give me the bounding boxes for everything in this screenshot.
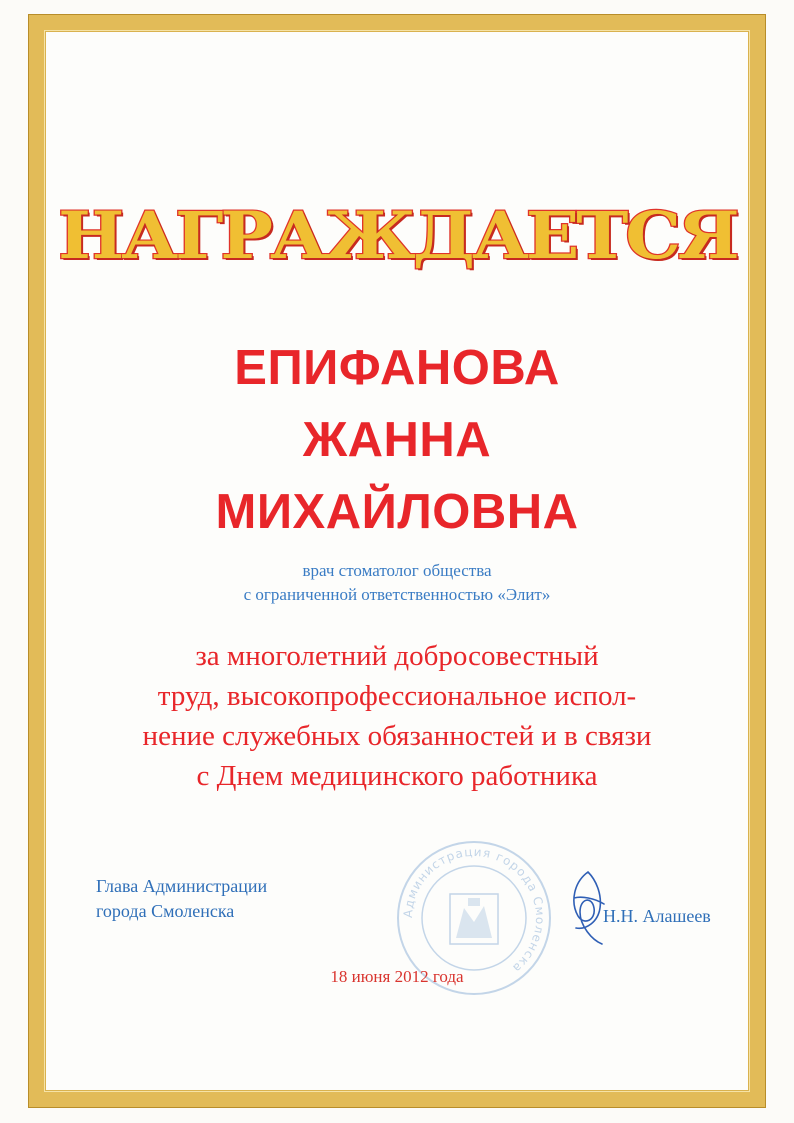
recipient-first-name: ЖАННА (302, 413, 492, 467)
signatory-title-line-1: Глава Администрации (96, 876, 268, 896)
signatory-title-line-2: города Смоленска (96, 901, 235, 921)
award-date: 18 июня 2012 года (330, 967, 464, 986)
signatory-name: Н.Н. Алашеев (603, 906, 711, 926)
certificate-title: НАГРАЖДАЕТСЯ (57, 198, 737, 274)
recipient-position (0, 559, 794, 607)
title-container (0, 196, 794, 276)
position-line-1: врач стоматолог общества (302, 561, 492, 580)
reason-line-3: нение служебных обязанностей и в связи (142, 720, 652, 752)
reason-line-1: за многолетний добросовестный (195, 640, 599, 672)
recipient-name (0, 332, 794, 548)
reason-line-2: труд, высокопрофессиональное испол- (157, 680, 637, 712)
stamp-text: Администрация города Смоленска (400, 844, 548, 976)
recipient-patronymic: МИХАЙЛОВНА (215, 485, 579, 539)
reason-line-4: с Днем медицинского работника (196, 760, 598, 792)
position-line-2: с ограниченной ответственностью «Элит» (243, 585, 551, 604)
recipient-surname: ЕПИФАНОВА (234, 341, 560, 395)
award-reason (0, 636, 794, 796)
signatory-title (96, 874, 267, 924)
